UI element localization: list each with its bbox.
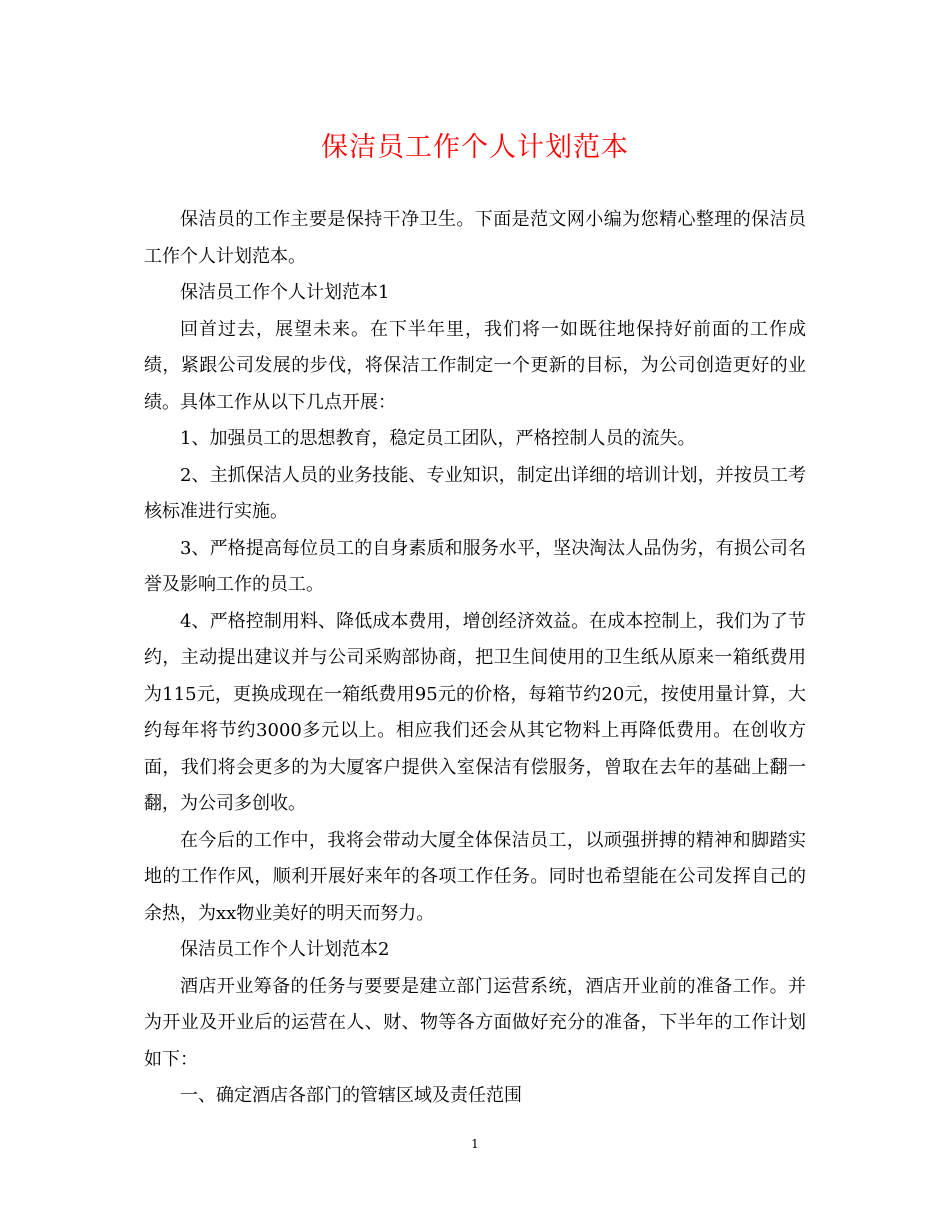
list-item: 1、加强员工的思想教育，稳定员工团队，严格控制人员的流失。 — [180, 428, 696, 449]
paragraph: 酒店开业筹备的任务与要要是建立部门运营系统，酒店开业前的准备工作。并为开业及开业后的运营在人、财、物等各方面做好充分的准备，下半年的工作计划如下： — [144, 975, 806, 1070]
paragraph: 在今后的工作中，我将会带动大厦全体保洁员工，以顽强拼搏的精神和脚踏实地的工作作风，顺利开展好来年的各项工作任务。同时也希望能在公司发挥自己的余热，为xx物业美好的明天而努力。 — [144, 829, 806, 924]
subsection-heading: 一、确定酒店各部门的管辖区域及责任范围 — [180, 1085, 522, 1106]
document-title: 保洁员工作个人计划范本 — [321, 132, 629, 163]
list-item: 4、严格控制用料、降低成本费用，增创经济效益。在成本控制上，我们为了节约，主动提出建议并与公司采购部协商，把卫生间使用的卫生纸从原来一箱纸费用为115元，更换成现在一箱纸费用95元的价格，每箱节约20元，按使用量计算，大约每年将节约3000多元以上。相应我们还会从其它物料上再降低费用。在创收方面，我们将会更多的为大厦客户提供入室保洁有偿服务，曾取在去年的基础上翻一翻，为公司多创收。 — [144, 610, 806, 814]
list-item: 2、主抓保洁人员的业务技能、专业知识，制定出详细的培训计划，并按员工考核标准进行实施。 — [144, 464, 806, 522]
document-body — [144, 202, 806, 1115]
list-item: 3、严格提高每位员工的自身素质和服务水平，坚决淘汰人品伪劣，有损公司名誉及影响工作的员工。 — [144, 537, 806, 595]
paragraph: 回首过去，展望未来。在下半年里，我们将一如既往地保持好前面的工作成绩，紧跟公司发展的步伐，将保洁工作制定一个更新的目标，为公司创造更好的业绩。具体工作从以下几点开展： — [144, 318, 806, 413]
paragraph-intro: 保洁员的工作主要是保持干净卫生。下面是范文网小编为您精心整理的保洁员工作个人计划范本。 — [144, 209, 806, 267]
section-heading-1: 保洁员工作个人计划范本1 — [180, 282, 390, 303]
page-number: 1 — [471, 1137, 479, 1151]
section-heading-2: 保洁员工作个人计划范本2 — [180, 939, 390, 960]
